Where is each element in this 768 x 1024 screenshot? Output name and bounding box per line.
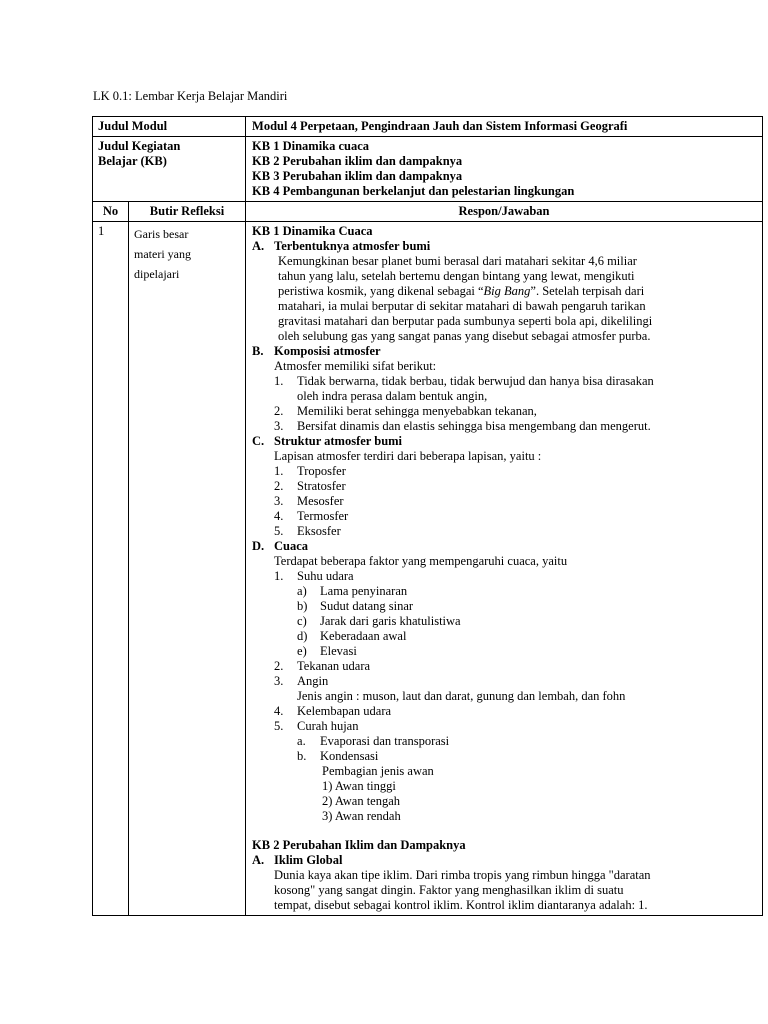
list-text: Curah hujan [297,719,359,733]
kb-list-item: KB 2 Perubahan iklim dan dampaknya [252,154,463,168]
kb-list [246,137,763,202]
section-heading [252,539,758,554]
list-item [252,464,758,479]
document-title: LK 0.1: Lembar Kerja Belajar Mandiri [93,89,288,103]
list-text: Lama penyinaran [320,584,408,598]
section-letter: A. [252,239,265,253]
section-letter: A. [252,853,265,867]
sub-list-item [252,749,758,764]
list-text: Troposfer [297,464,346,478]
sub-list-item [252,734,758,749]
kb-list-item: KB 1 Dinamika cuaca [252,139,370,153]
sub-list-item [252,584,758,599]
list-number: 5. [274,524,284,538]
section-letter: B. [252,344,264,358]
list-number: c) [297,614,307,628]
list-number: 2. [274,659,284,673]
list-number: 2. [274,479,284,493]
section-heading [252,239,758,254]
list-text: Bersifat dinamis dan elastis sehingga bisa mengembang dan mengerut. [297,419,651,433]
list-text [297,374,654,404]
judul-kb-label-line: Judul Kegiatan [98,139,181,153]
worksheet-table [92,116,763,916]
butir-line: materi yang [134,247,191,261]
butir-refleksi-cell [129,222,246,916]
list-text: Kondensasi [320,749,379,763]
awan-title: Pembagian jenis awan [322,764,434,778]
spacer [252,824,758,838]
list-text: Termosfer [297,509,349,523]
section-title: Iklim Global [274,853,343,867]
list-item [252,404,758,419]
awan-item: 2) Awan tengah [322,794,401,808]
section-title: Cuaca [274,539,309,553]
list-number: 2. [274,404,284,418]
kb-list-item: KB 4 Pembangunan berkelanjut dan pelestarian lingkungan [252,184,575,198]
section-intro: Terdapat beberapa faktor yang mempengaruhi cuaca, yaitu [274,554,568,568]
paragraph-line: tahun yang lalu, setelah bertemu dengan bintang yang lewat, mengikuti [278,269,635,283]
column-header-no: No [93,202,129,222]
judul-kb-label-line: Belajar (KB) [98,154,167,168]
list-text: Jarak dari garis khatulistiwa [320,614,461,628]
list-text: Kelembapan udara [297,704,392,718]
list-text: Keberadaan awal [320,629,407,643]
paragraph-line: kosong" yang sangat dingin. Faktor yang menghasilkan iklim di suatu [274,883,624,897]
list-number: 3. [274,674,284,688]
list-text: Tekanan udara [297,659,371,673]
list-number: e) [297,644,307,658]
paragraph-line: tempat, disebut sebagai kontrol iklim. Kontrol iklim diantaranya adalah: 1. [274,898,648,912]
paragraph-line: oleh selubung gas yang sangat panas yang disebut sebagai atmosfer purba. [278,329,651,343]
list-item [252,704,758,719]
awan-item: 3) Awan rendah [322,809,401,823]
column-header-row [93,202,763,222]
list-text: Stratosfer [297,479,346,493]
list-number: d) [297,629,308,643]
row-number: 1 [93,222,129,916]
list-number: 3. [274,494,284,508]
judul-kb-label [93,137,246,202]
sub-list-item [252,614,758,629]
text-run: peristiwa kosmik, yang dikenal sebagai “ [278,284,484,298]
italic-term: Big Bang [483,284,531,298]
list-text: Angin [297,674,329,688]
judul-modul-label: Judul Modul [93,117,246,137]
list-note: Jenis angin : muson, laut dan darat, gunung dan lembah, dan fohn [297,689,626,703]
butir-line: Garis besar [134,227,189,241]
list-item [252,494,758,509]
paragraph-line: gravitasi matahari dan berputar pada sumbunya seperti bola api, dikelilingi [278,314,653,328]
list-number: 5. [274,719,284,733]
list-text: Eksosfer [297,524,341,538]
section-intro: Atmosfer memiliki sifat berikut: [274,359,437,373]
table-row [93,222,763,916]
list-item [252,674,758,689]
kb1-title: KB 1 Dinamika Cuaca [252,224,373,238]
list-item [252,374,758,404]
section-intro: Lapisan atmosfer terdiri dari beberapa lapisan, yaitu : [274,449,542,463]
list-item [252,479,758,494]
list-text: Evaporasi dan transporasi [320,734,450,748]
awan-item: 1) Awan tinggi [322,779,396,793]
list-number: a. [297,734,306,748]
section-title: Struktur atmosfer bumi [274,434,403,448]
list-number: b. [297,749,307,763]
list-text-line: oleh indra perasa dalam bentuk angin, [297,389,488,403]
paragraph-line [252,284,758,299]
list-item [252,719,758,734]
paragraph-line: Dunia kaya akan tipe iklim. Dari rimba tropis yang rimbun hingga "daratan [274,868,651,882]
list-item [252,419,758,434]
kb2-title: KB 2 Perubahan Iklim dan Dampaknya [252,838,466,852]
paragraph-line: Kemungkinan besar planet bumi berasal dari matahari sekitar 4,6 miliar [278,254,637,268]
text-run: ”. Setelah terpisah dari [530,284,645,298]
section-heading [252,344,758,359]
list-number: 1. [274,569,284,583]
list-number: 3. [274,419,284,433]
list-text: Sudut datang sinar [320,599,414,613]
list-text: Suhu udara [297,569,354,583]
sub-list-item [252,599,758,614]
section-heading [252,434,758,449]
section-heading [252,853,758,868]
paragraph-line: matahari, ia mulai berputar di sekitar matahari di bawah pengaruh tarikan [278,299,646,313]
list-number: 1. [274,374,284,388]
column-header-respon: Respon/Jawaban [246,202,763,222]
section-letter: C. [252,434,265,448]
list-item [252,509,758,524]
list-number: 4. [274,509,284,523]
kb-list-item: KB 3 Perubahan iklim dan dampaknya [252,169,463,183]
section-title: Terbentuknya atmosfer bumi [274,239,431,253]
judul-modul-value: Modul 4 Perpetaan, Pengindraan Jauh dan Sistem Informasi Geografi [246,117,763,137]
list-item [252,524,758,539]
section-title: Komposisi atmosfer [274,344,381,358]
list-number: b) [297,599,308,613]
column-header-butir: Butir Refleksi [129,202,246,222]
butir-line: dipelajari [134,267,180,281]
list-text: Elevasi [320,644,357,658]
list-text: Memiliki berat sehingga menyebabkan tekanan, [297,404,537,418]
list-text-line: Tidak berwarna, tidak berbau, tidak berwujud dan hanya bisa dirasakan [297,374,654,388]
sub-list-item [252,629,758,644]
list-item [252,659,758,674]
respon-cell [246,222,763,916]
list-item [252,569,758,584]
list-text: Mesosfer [297,494,344,508]
list-number: a) [297,584,307,598]
row-judul-modul [93,117,763,137]
section-letter: D. [252,539,265,553]
row-judul-kb [93,137,763,202]
list-number: 1. [274,464,284,478]
sub-list-item [252,644,758,659]
list-number: 4. [274,704,284,718]
